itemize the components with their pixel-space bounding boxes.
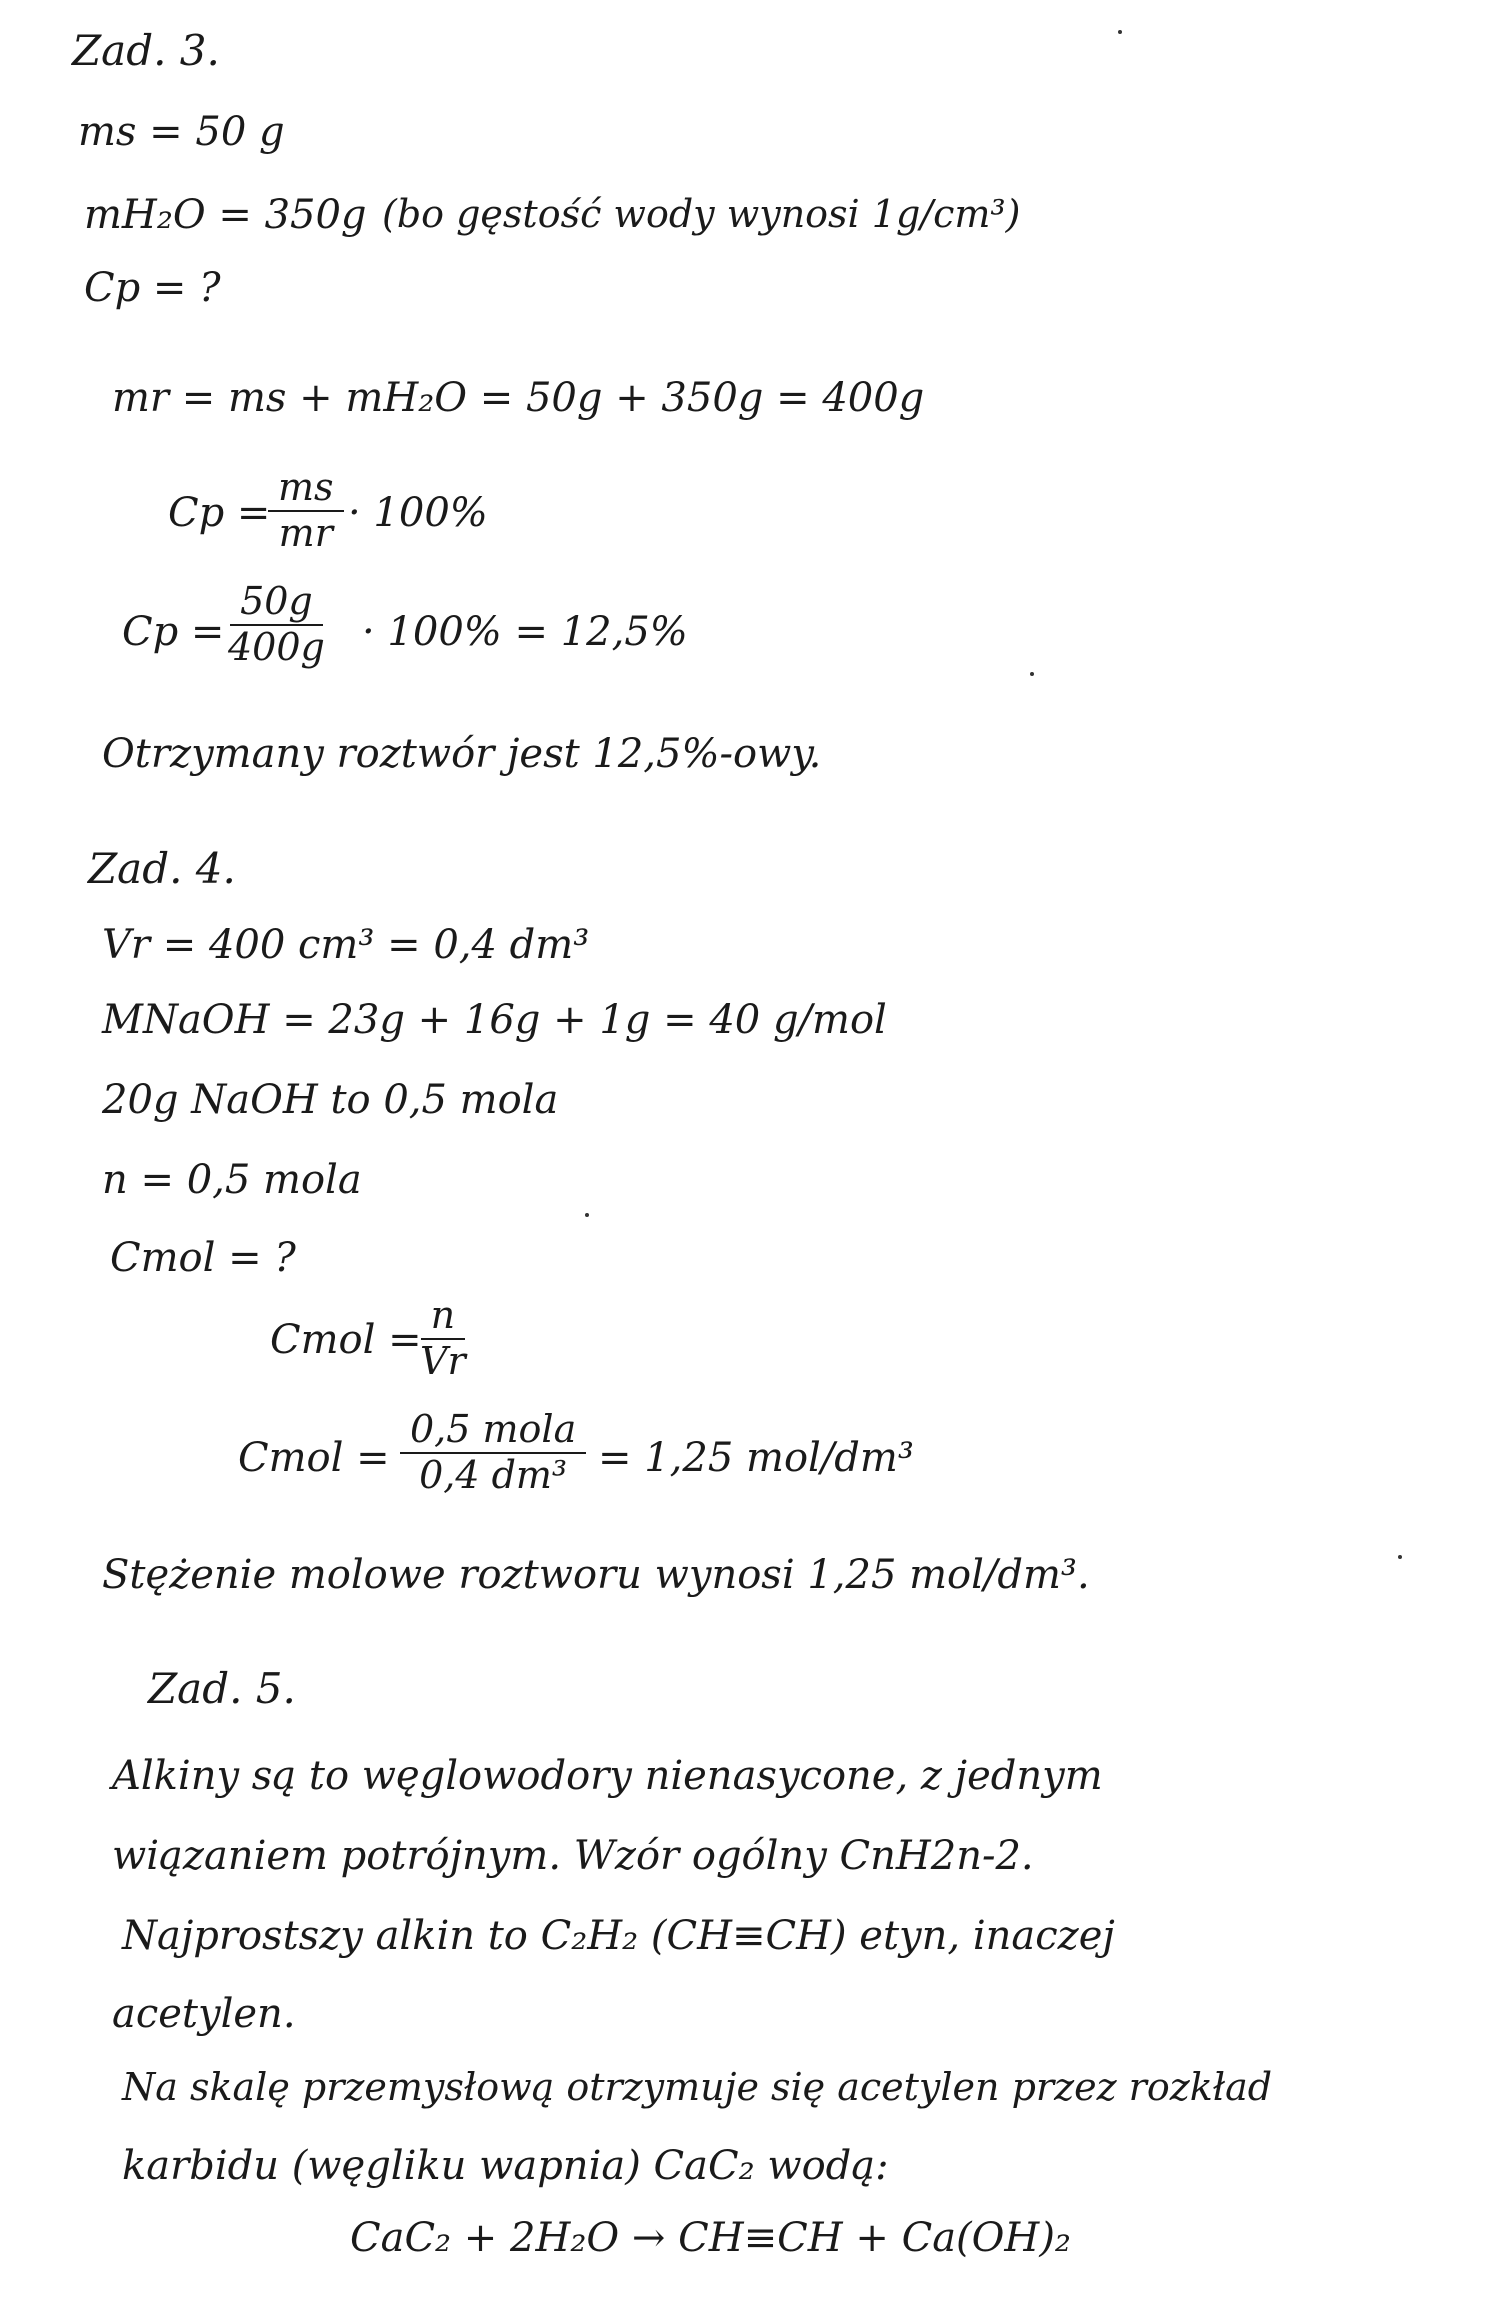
zad3-cp-formula-denominator: mr — [278, 510, 333, 555]
zad4-cmol-calc-fraction — [400, 1408, 586, 1497]
zad5-line-5: Na skalę przemysłową otrzymuje się acetylen przez rozkład — [122, 2065, 1273, 2109]
zad5-reaction-equation: CaC₂ + 2H₂O → CH≡CH + Ca(OH)₂ — [350, 2215, 1071, 2261]
zad3-cp-calc-lhs: Cp = — [122, 609, 225, 655]
zad4-volume: Vr = 400 cm³ = 0,4 dm³ — [102, 922, 590, 968]
zad3-heading: Zad. 3. — [72, 26, 220, 75]
scan-speck — [1030, 672, 1034, 676]
zad4-molar-mass: MNaOH = 23g + 16g + 1g = 40 g/mol — [102, 997, 887, 1043]
zad4-cmol-formula-denominator: Vr — [420, 1338, 466, 1383]
zad3-cp-calc-numerator: 50g — [230, 580, 323, 626]
scan-speck — [585, 1213, 589, 1217]
zad3-cp-formula-fraction — [268, 466, 344, 555]
zad3-cp-calc-denominator: 400g — [228, 624, 325, 669]
zad4-cmol-formula-lhs: Cmol = — [270, 1317, 422, 1363]
zad3-water-mass: mH₂O = 350g — [84, 192, 367, 238]
zad4-cmol-formula-numerator: n — [421, 1294, 465, 1340]
zad4-cmol-formula-fraction — [410, 1294, 476, 1383]
zad3-conclusion: Otrzymany roztwór jest 12,5%-owy. — [102, 731, 822, 777]
zad5-line-3: Najprostszy alkin to C₂H₂ (CH≡CH) etyn, inaczej — [122, 1913, 1115, 1959]
zad5-line-4: acetylen. — [112, 1991, 296, 2037]
zad3-cp-formula-numerator: ms — [268, 466, 344, 512]
zad4-conclusion: Stężenie molowe roztworu wynosi 1,25 mol/dm³. — [102, 1552, 1090, 1598]
zad4-naoh-moles: 20g NaOH to 0,5 mola — [102, 1077, 559, 1123]
zad5-line-1: Alkiny są to węglowodory nienasycone, z jednym — [112, 1753, 1103, 1799]
zad3-density-note: (bo gęstość wody wynosi 1g/cm³) — [382, 192, 1021, 236]
zad3-solute-mass: ms = 50 g — [78, 109, 285, 155]
zad3-cp-calc-rhs: · 100% = 12,5% — [362, 609, 688, 655]
scan-speck — [1118, 30, 1122, 34]
zad3-cp-calc-fraction — [218, 580, 335, 669]
zad5-heading: Zad. 5. — [148, 1664, 296, 1713]
zad3-solution-mass: mr = ms + mH₂O = 50g + 350g = 400g — [112, 375, 925, 421]
zad4-n: n = 0,5 mola — [102, 1157, 362, 1203]
zad4-heading: Zad. 4. — [88, 844, 236, 893]
zad3-cp-formula-rhs: · 100% — [348, 490, 488, 536]
zad4-cmol-calc-denominator: 0,4 dm³ — [419, 1452, 568, 1497]
zad3-cp-formula-lhs: Cp = — [168, 490, 271, 536]
zad5-line-6: karbidu (węgliku wapnia) CaC₂ wodą: — [122, 2143, 889, 2189]
zad4-cmol-question: Cmol = ? — [110, 1235, 296, 1281]
zad3-cp-question: Cp = ? — [84, 265, 221, 311]
zad4-cmol-calc-rhs: = 1,25 mol/dm³ — [598, 1435, 914, 1481]
zad4-cmol-calc-numerator: 0,5 mola — [400, 1408, 586, 1454]
zad4-cmol-calc-lhs: Cmol = — [238, 1435, 390, 1481]
zad5-line-2: wiązaniem potrójnym. Wzór ogólny CnH2n-2. — [112, 1833, 1034, 1879]
scan-speck — [1398, 1555, 1402, 1559]
